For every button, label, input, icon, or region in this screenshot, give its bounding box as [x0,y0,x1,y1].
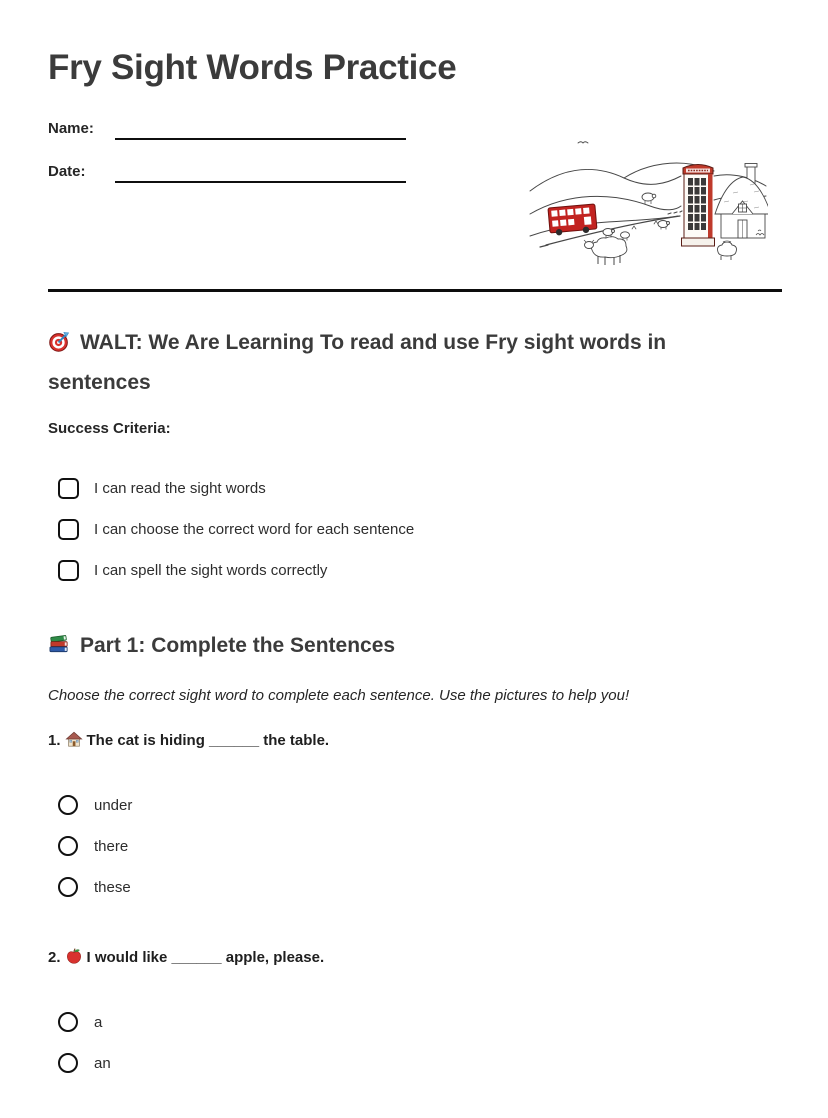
option-label: under [94,796,133,814]
option-row-there[interactable] [58,835,782,857]
question-1-options [48,794,782,898]
radio-button-these[interactable] [58,877,78,897]
bus [548,204,597,236]
radio-button-a[interactable] [58,1012,78,1032]
question-1-number: 1. [48,732,61,750]
criteria-row[interactable] [58,518,782,540]
part1-heading [48,632,763,664]
sheep [584,193,737,265]
walt-heading-text: WALT: We Are Learning To read and use Fry sight words in sentences [48,331,667,395]
page-title: Fry Sight Words Practice [48,48,457,87]
date-label: Date: [48,163,86,181]
name-label: Name: [48,120,94,138]
part1-heading-text: Part 1: Complete the Sentences [80,634,396,658]
house-icon [65,730,83,752]
criteria-row[interactable] [58,559,782,581]
target-icon [48,329,71,365]
books-icon [48,633,71,664]
option-label: these [94,878,131,896]
date-input-line[interactable] [115,161,406,183]
radio-button-under[interactable] [58,795,78,815]
option-row-a[interactable] [58,1011,782,1033]
option-label: an [94,1054,111,1072]
option-row-an[interactable] [58,1052,782,1074]
name-field-row [48,118,406,140]
criteria-label: I can spell the sight words correctly [94,561,328,579]
name-input-line[interactable] [115,118,406,140]
apple-icon [65,947,83,969]
question-1-body: The cat is hiding ______ the table. [86,732,330,750]
walt-heading [48,325,763,401]
question-1-text [48,730,782,752]
telephone-box [682,165,715,247]
section-divider [48,289,782,292]
criteria-checkbox-3[interactable] [58,560,79,581]
option-label: there [94,837,129,855]
option-row-under[interactable] [58,794,782,816]
criteria-label: I can read the sight words [94,479,266,497]
criteria-checkbox-2[interactable] [58,519,79,540]
success-criteria-label: Success Criteria: [48,420,171,438]
radio-button-an[interactable] [58,1053,78,1073]
criteria-label: I can choose the correct word for each sentence [94,520,415,538]
question-2-options [48,1011,782,1074]
part1-instructions: Choose the correct sight word to complete each sentence. Use the pictures to help you! [48,687,630,705]
option-label: a [94,1013,103,1031]
criteria-row[interactable] [58,477,782,499]
date-field-row [48,161,406,183]
option-row-these[interactable] [58,876,782,898]
success-criteria-list [48,477,782,581]
question-2-text [48,947,782,969]
radio-button-there[interactable] [58,836,78,856]
countryside-illustration [528,134,768,266]
question-2-body: I would like ______ apple, please. [86,949,325,967]
criteria-checkbox-1[interactable] [58,478,79,499]
question-2-number: 2. [48,949,61,967]
